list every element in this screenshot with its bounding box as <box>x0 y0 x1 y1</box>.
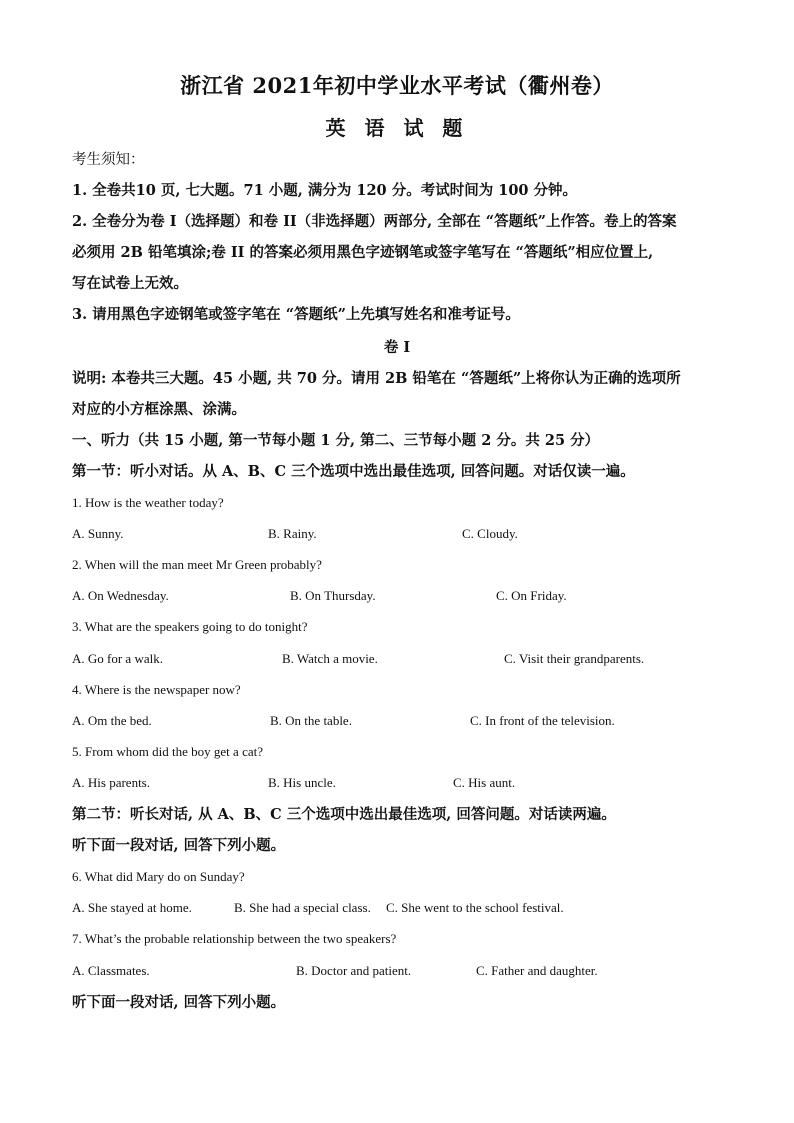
question-7: 7. What’s the probable relationship between the two speakers? <box>72 931 397 946</box>
question-4-option-b: B. On the table. <box>270 713 352 728</box>
listening-section-2: 第二节：听长对话, 从 A、B、C 三个选项中选出最佳选项, 回答问题。对话读两遍。 <box>72 806 616 823</box>
question-4: 4. Where is the newspaper now? <box>72 682 241 697</box>
question-4-option-a: A. Om the bed. <box>72 713 152 728</box>
notice-item-2-line-1: 2. 全卷分为卷 I（选择题）和卷 II（非选择题）两部分, 全部在 “答题纸”上作答。卷上的答案 <box>72 213 677 230</box>
question-5-option-b: B. His uncle. <box>268 775 336 790</box>
question-1: 1. How is the weather today? <box>72 495 224 510</box>
question-3: 3. What are the speakers going to do tonight? <box>72 619 308 634</box>
notice-heading: 考生须知： <box>72 152 145 168</box>
question-1-option-c: C. Cloudy. <box>462 526 518 541</box>
notice-item-2-line-2: 必须用 2B 铅笔填涂;卷 II 的答案必须用黑色字迹钢笔或签字笔写在 “答题纸”相应位置上, <box>72 244 654 261</box>
question-6: 6. What did Mary do on Sunday? <box>72 869 245 884</box>
notice-item-3: 3. 请用黑色字迹钢笔或签字笔在 “答题纸”上先填写姓名和准考证号。 <box>72 306 520 323</box>
question-2-option-b: B. On Thursday. <box>290 588 376 603</box>
question-2: 2. When will the man meet Mr Green probably? <box>72 557 322 572</box>
listening-instruction-a: 听下面一段对话, 回答下列小题。 <box>72 837 286 854</box>
question-5-option-a: A. His parents. <box>72 775 150 790</box>
question-3-option-c: C. Visit their grandparents. <box>504 651 645 666</box>
question-5-option-c: C. His aunt. <box>453 775 516 790</box>
question-7-option-b: B. Doctor and patient. <box>296 963 412 978</box>
notice-item-2-line-3: 写在试卷上无效。 <box>72 275 188 292</box>
question-4-option-c: C. In front of the television. <box>470 713 615 728</box>
notice-item-1: 1. 全卷共10 页, 七大题。71 小题, 满分为 120 分。考试时间为 100 分钟。 <box>72 182 578 199</box>
question-6-option-a: A. She stayed at home. <box>72 900 192 915</box>
question-2-option-c: C. On Friday. <box>496 588 567 603</box>
listening-heading: 一、听力（共 15 小题, 第一节每小题 1 分, 第二、三节每小题 2 分。共 25 分） <box>72 432 600 449</box>
question-2-option-a: A. On Wednesday. <box>72 588 169 603</box>
question-6-option-b: B. She had a special class. <box>234 900 371 915</box>
question-5: 5. From whom did the boy get a cat? <box>72 744 263 759</box>
listening-section-1: 第一节：听小对话。从 A、B、C 三个选项中选出最佳选项, 回答问题。对话仅读一遍。 <box>72 463 635 480</box>
volume-1-label: 卷 I <box>383 339 411 356</box>
question-6-option-c: C. She went to the school festival. <box>386 900 564 915</box>
question-3-option-a: A. Go for a walk. <box>72 651 163 666</box>
exam-subtitle: 英 语 试 题 <box>325 116 469 140</box>
question-1-option-a: A. Sunny. <box>72 526 124 541</box>
question-7-option-c: C. Father and daughter. <box>476 963 598 978</box>
question-3-option-b: B. Watch a movie. <box>282 651 378 666</box>
volume-1-desc-line-2: 对应的小方框涂黑、涂满。 <box>72 401 246 418</box>
exam-title: 浙江省 2021年初中学业水平考试（衢州卷） <box>180 73 614 98</box>
volume-1-desc-line-1: 说明: 本卷共三大题。45 小题, 共 70 分。请用 2B 铅笔在 “答题纸”上将你认为正确的选项所 <box>72 370 681 387</box>
question-7-option-a: A. Classmates. <box>72 963 150 978</box>
question-1-option-b: B. Rainy. <box>268 526 317 541</box>
listening-instruction-b: 听下面一段对话, 回答下列小题。 <box>72 994 286 1011</box>
